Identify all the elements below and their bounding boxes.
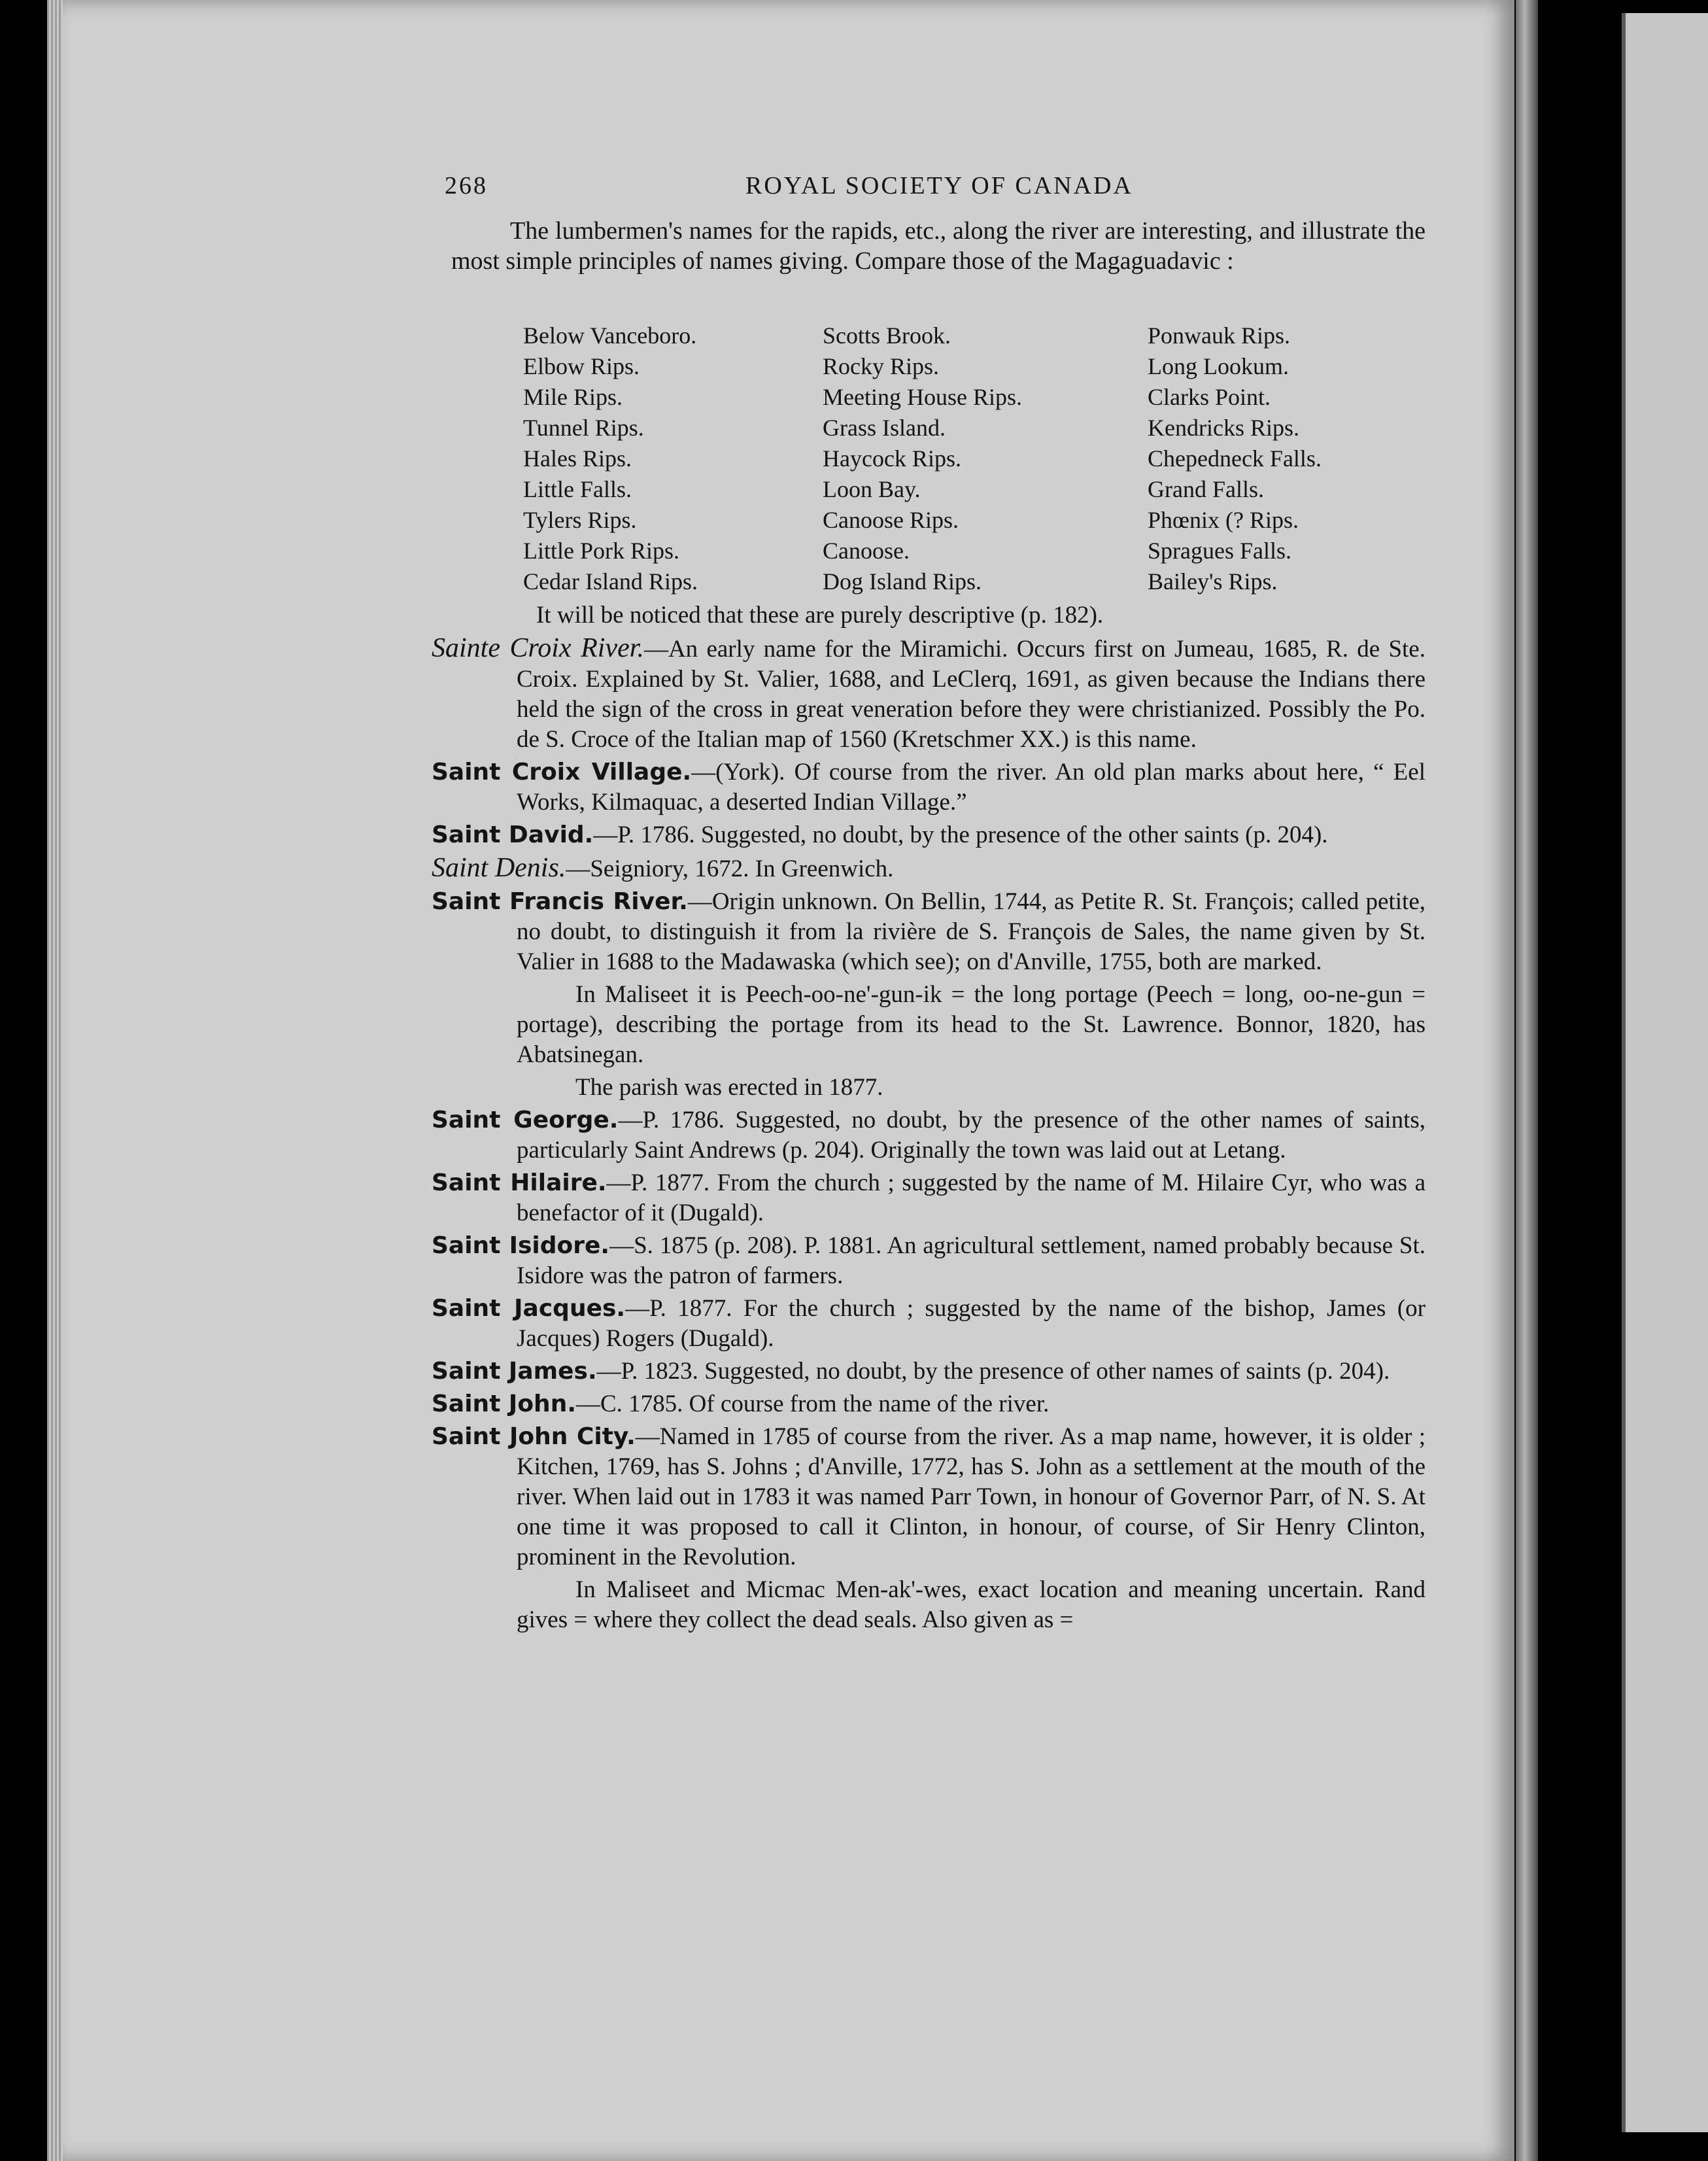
entry-text: The parish was erected in 1877. — [575, 1074, 883, 1101]
rapids-name: Long Lookum. — [1148, 353, 1289, 379]
entry-heading: Saint Jacques. — [432, 1295, 626, 1322]
entry-heading: Saint John. — [432, 1391, 576, 1417]
entry-text: —Named in 1785 of course from the river. As a map name, however, it is older ; Kitchen, 1769, has S. Johns ; d'Anville, 1772, has S. John as a settlement at the mouth of the river. When laid out in 1783 it was named Parr Town, in honour of Governor Parr, of N. S. At one time it was proposed to call it Clinton, in honour, of course, of Sir Henry Clinton, prominent in the Revolution. — [517, 1423, 1426, 1570]
rapids-name: Loon Bay. — [823, 476, 921, 502]
entry-heading: Saint Hilaire. — [432, 1169, 607, 1196]
rapids-name: Kendricks Rips. — [1148, 415, 1299, 441]
entry-subparagraph — [432, 1575, 1426, 1635]
rapids-name: Grass Island. — [823, 415, 946, 441]
page-number: 268 — [445, 172, 488, 199]
rapids-name: Little Falls. — [523, 476, 632, 502]
entry-text: —P. 1786. Suggested, no doubt, by the presence of the other saints (p. 204). — [593, 821, 1328, 848]
gazetteer-entry — [432, 853, 1426, 884]
entry-heading: Saint Croix Village. — [432, 759, 692, 786]
entry-heading: Saint Francis River. — [432, 888, 688, 915]
rapids-column-3 — [1148, 320, 1322, 597]
entry-text: In Maliseet and Micmac Men-ak'-wes, exact location and meaning uncertain. Rand gives = where they collect the dead seals. Also given as = — [517, 1576, 1426, 1633]
entry-heading: Saint George. — [432, 1107, 619, 1133]
rapids-name: Rocky Rips. — [823, 353, 940, 379]
gazetteer-entry — [432, 757, 1426, 818]
rapids-name: Little Pork Rips. — [523, 538, 680, 564]
entry-heading: Saint Denis. — [432, 853, 566, 883]
entry-heading: Saint David. — [432, 821, 594, 848]
facing-page-edge — [1622, 13, 1708, 2132]
rapids-name: Dog Island Rips. — [823, 568, 982, 595]
rapids-name: Phœnix (? Rips. — [1148, 507, 1299, 533]
rapids-name: Spragues Falls. — [1148, 538, 1291, 564]
entry-heading: Sainte Croix River. — [432, 633, 644, 663]
rapids-name: Elbow Rips. — [523, 353, 640, 379]
rapids-name: Below Vanceboro. — [523, 322, 697, 349]
entry-text: —S. 1875 (p. 208). P. 1881. An agricultural settlement, named probably because St. Isidore was the patron of farmers. — [517, 1232, 1426, 1289]
running-title: ROYAL SOCIETY OF CANADA — [745, 172, 1133, 199]
rapids-name: Tunnel Rips. — [523, 415, 644, 441]
rapids-name: Canoose. — [823, 538, 910, 564]
entries-list — [432, 600, 1426, 1638]
gazetteer-entry — [432, 820, 1426, 850]
gazetteer-entry — [432, 1105, 1426, 1166]
rapids-name: Hales Rips. — [523, 445, 632, 472]
entry-text: —P. 1823. Suggested, no doubt, by the presence of other names of saints (p. 204). — [596, 1358, 1390, 1385]
entry-heading: Saint James. — [432, 1358, 597, 1385]
rapids-column-2 — [823, 320, 1022, 597]
entry-text: —Seigniory, 1672. In Greenwich. — [566, 856, 894, 882]
entry-heading: Saint Isidore. — [432, 1232, 610, 1259]
rapids-name: Haycock Rips. — [823, 445, 961, 472]
entry-text: —C. 1785. Of course from the name of the river. — [576, 1391, 1050, 1417]
rapids-name: Mile Rips. — [523, 384, 623, 410]
intro-paragraph: The lumbermen's names for the rapids, etc., along the river are interesting, and illustrate the most simple principles of names giving. Compare those of the Magaguadavic : — [451, 217, 1426, 275]
book-spine — [1516, 0, 1538, 2161]
gazetteer-entry — [432, 1294, 1426, 1354]
gazetteer-entry — [432, 633, 1426, 755]
entry-heading: Saint John City. — [432, 1423, 636, 1450]
rapids-name: Tylers Rips. — [523, 507, 637, 533]
gazetteer-entry — [432, 1389, 1426, 1419]
entry-text: —Origin unknown. On Bellin, 1744, as Petite R. St. François; called petite, no doubt, to distinguish it from la rivière de S. François de Sales, the name given by St. Valier in 1688 to the Madawaska (which see); on d'Anville, 1755, both are marked. — [517, 888, 1426, 975]
entry-text: —P. 1877. From the church ; suggested by the name of M. Hilaire Cyr, who was a benefactor of it (Dugald). — [517, 1169, 1426, 1226]
entry-text: —(York). Of course from the river. An old plan marks about here, “ Eel Works, Kilmaquac, a deserted Indian Village.” — [517, 759, 1426, 816]
entry-text: —P. 1786. Suggested, no doubt, by the presence of the other names of saints, particularly Saint Andrews (p. 204). Originally the town was laid out at Letang. — [517, 1107, 1426, 1164]
rapids-column-1 — [523, 320, 698, 597]
rapids-name: Ponwauk Rips. — [1148, 322, 1291, 349]
entry-text: In Maliseet it is Peech-oo-ne'-gun-ik = the long portage (Peech = long, oo-ne-gun = portage), describing the portage from its head to the St. Lawrence. Bonnor, 1820, has Abatsinegan. — [517, 981, 1426, 1068]
rapids-name: Bailey's Rips. — [1148, 568, 1278, 595]
gazetteer-entry — [432, 1168, 1426, 1228]
gazetteer-entry — [432, 1422, 1426, 1572]
rapids-name: Grand Falls. — [1148, 476, 1264, 502]
entry-subparagraph — [432, 1073, 1426, 1103]
rapids-name: Clarks Point. — [1148, 384, 1271, 410]
gazetteer-entry — [432, 887, 1426, 977]
rapids-name: Scotts Brook. — [823, 322, 951, 349]
rapids-name: Cedar Island Rips. — [523, 568, 698, 595]
rapids-name: Chepedneck Falls. — [1148, 445, 1322, 472]
entry-subparagraph — [432, 980, 1426, 1070]
gazetteer-entry — [432, 1357, 1426, 1387]
running-header — [445, 171, 1426, 211]
rapids-name: Meeting House Rips. — [823, 384, 1022, 410]
rapids-name: Canoose Rips. — [823, 507, 959, 533]
entry-text: —An early name for the Miramichi. Occurs first on Jumeau, 1685, R. de Ste. Croix. Explained by St. Valier, 1688, and LeClerq, 1691, as given because the Indians there held the sign of the cross in great veneration before they were christianized. Possibly the Po. de S. Croce of the Italian map of 1560 (Kretschmer XX.) is this name. — [517, 636, 1426, 753]
descriptive-note: It will be noticed that these are purely descriptive (p. 182). — [536, 602, 1104, 629]
entry-text: —P. 1877. For the church ; suggested by the name of the bishop, James (or Jacques) Rogers (Dugald). — [517, 1295, 1426, 1352]
gazetteer-entry — [432, 1231, 1426, 1291]
